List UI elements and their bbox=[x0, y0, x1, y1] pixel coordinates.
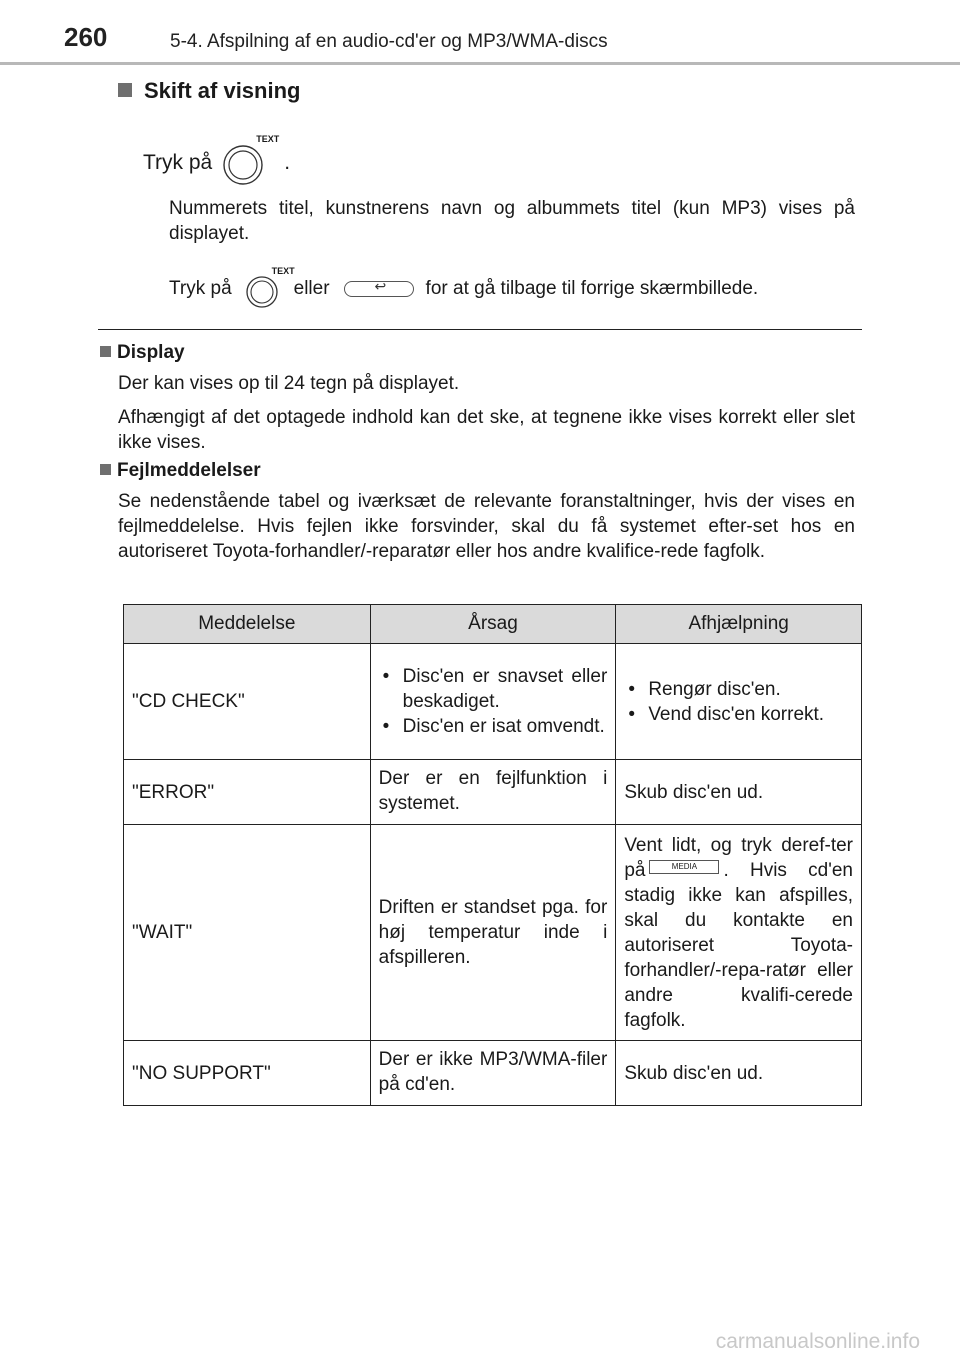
remedy-cell bbox=[616, 825, 862, 1041]
message-cell: "CD CHECK" bbox=[124, 644, 371, 760]
text-knob-icon bbox=[222, 134, 280, 186]
column-header: Årsag bbox=[370, 605, 616, 644]
back-middle: eller bbox=[293, 278, 330, 299]
table-row bbox=[124, 825, 862, 1041]
step-instruction bbox=[143, 134, 291, 186]
watermark: carmanualsonline.info bbox=[715, 1330, 920, 1353]
back-button-icon bbox=[344, 278, 414, 297]
knob-label: TEXT bbox=[271, 266, 295, 276]
remedy-cell: Skub disc'en ud. bbox=[616, 1041, 862, 1106]
table-header-row bbox=[124, 605, 862, 644]
square-bullet-icon bbox=[100, 464, 111, 475]
media-button-icon bbox=[649, 860, 719, 874]
knob-label: TEXT bbox=[256, 134, 280, 144]
page-header bbox=[0, 0, 960, 66]
display-description: Nummerets titel, kunstnerens navn og albummets titel (kun MP3) vises på displayet. bbox=[169, 198, 855, 244]
message-cell: "ERROR" bbox=[124, 760, 371, 825]
square-bullet-icon bbox=[100, 346, 111, 357]
message-cell: "NO SUPPORT" bbox=[124, 1041, 371, 1106]
remedy-text-pre: Vent lidt, og tryk deref-ter på bbox=[624, 834, 853, 881]
back-instruction bbox=[169, 266, 759, 308]
error-note-title: Fejlmeddelelser bbox=[117, 460, 261, 481]
table-row bbox=[124, 1041, 862, 1106]
cause-cell bbox=[370, 644, 616, 760]
display-note-heading bbox=[100, 342, 185, 364]
display-note-para2: Afhængigt af det optagede indhold kan det ske, at tegnene ikke vises korrekt eller slet ikke vises. bbox=[118, 407, 855, 453]
cause-bullet: • Disc'en er isat omvendt. bbox=[379, 714, 608, 739]
section-heading bbox=[118, 78, 300, 104]
error-message-table bbox=[123, 604, 862, 1106]
error-note-para: Se nedenstående tabel og iværksæt de relevante foranstaltninger, hvis der vises en fejlmeddelelse. Hvis fejlen ikke forsvinder, skal du få systemet efter-set hos en autoriseret Toyota-forhandler/-reparatør eller hos andre kvalifice-rede fagfolk. bbox=[118, 491, 855, 562]
message-cell: "WAIT" bbox=[124, 825, 371, 1041]
table-row bbox=[124, 760, 862, 825]
column-header: Afhjælpning bbox=[616, 605, 862, 644]
cause-cell: Der er ikke MP3/WMA-filer på cd'en. bbox=[370, 1041, 616, 1106]
back-suffix: for at gå tilbage til forrige skærmbillede. bbox=[425, 278, 759, 299]
section-divider bbox=[98, 329, 862, 330]
cause-cell: Driften er standset pga. for høj temperatur inde i afspilleren. bbox=[370, 825, 616, 1041]
chapter-title: 5-4. Afspilning af en audio-cd'er og MP3/WMA-discs bbox=[170, 31, 608, 52]
square-bullet-icon bbox=[118, 83, 132, 97]
section-heading-text: Skift af visning bbox=[144, 78, 301, 103]
text-knob-icon bbox=[246, 266, 295, 308]
display-note-para1: Der kan vises op til 24 tegn på displayet. bbox=[118, 373, 460, 394]
step-prefix: Tryk på bbox=[143, 151, 213, 174]
remedy-cell bbox=[616, 644, 862, 760]
remedy-bullet: • Vend disc'en korrekt. bbox=[624, 702, 853, 727]
header-rule bbox=[0, 62, 960, 65]
table-row bbox=[124, 644, 862, 760]
error-note-heading bbox=[100, 460, 261, 482]
page-number: 260 bbox=[64, 22, 108, 52]
back-arrow-icon: ↩ bbox=[374, 278, 387, 294]
column-header: Meddelelse bbox=[124, 605, 371, 644]
back-prefix: Tryk på bbox=[169, 278, 232, 299]
media-button-label: MEDIA bbox=[671, 861, 698, 871]
remedy-bullet: • Rengør disc'en. bbox=[624, 677, 853, 702]
cause-bullet: • Disc'en er snavset eller beskadiget. bbox=[379, 664, 608, 714]
remedy-text-post: . Hvis cd'en stadig ikke kan afspilles, skal du kontakte en autoriseret Toyota-forhandler/-repa-ratør eller andre kvalifi-cerede fagfolk. bbox=[624, 859, 853, 1031]
remedy-cell: Skub disc'en ud. bbox=[616, 760, 862, 825]
cause-cell: Der er en fejlfunktion i systemet. bbox=[370, 760, 616, 825]
display-note-title: Display bbox=[117, 342, 185, 363]
step-suffix: . bbox=[284, 151, 291, 174]
